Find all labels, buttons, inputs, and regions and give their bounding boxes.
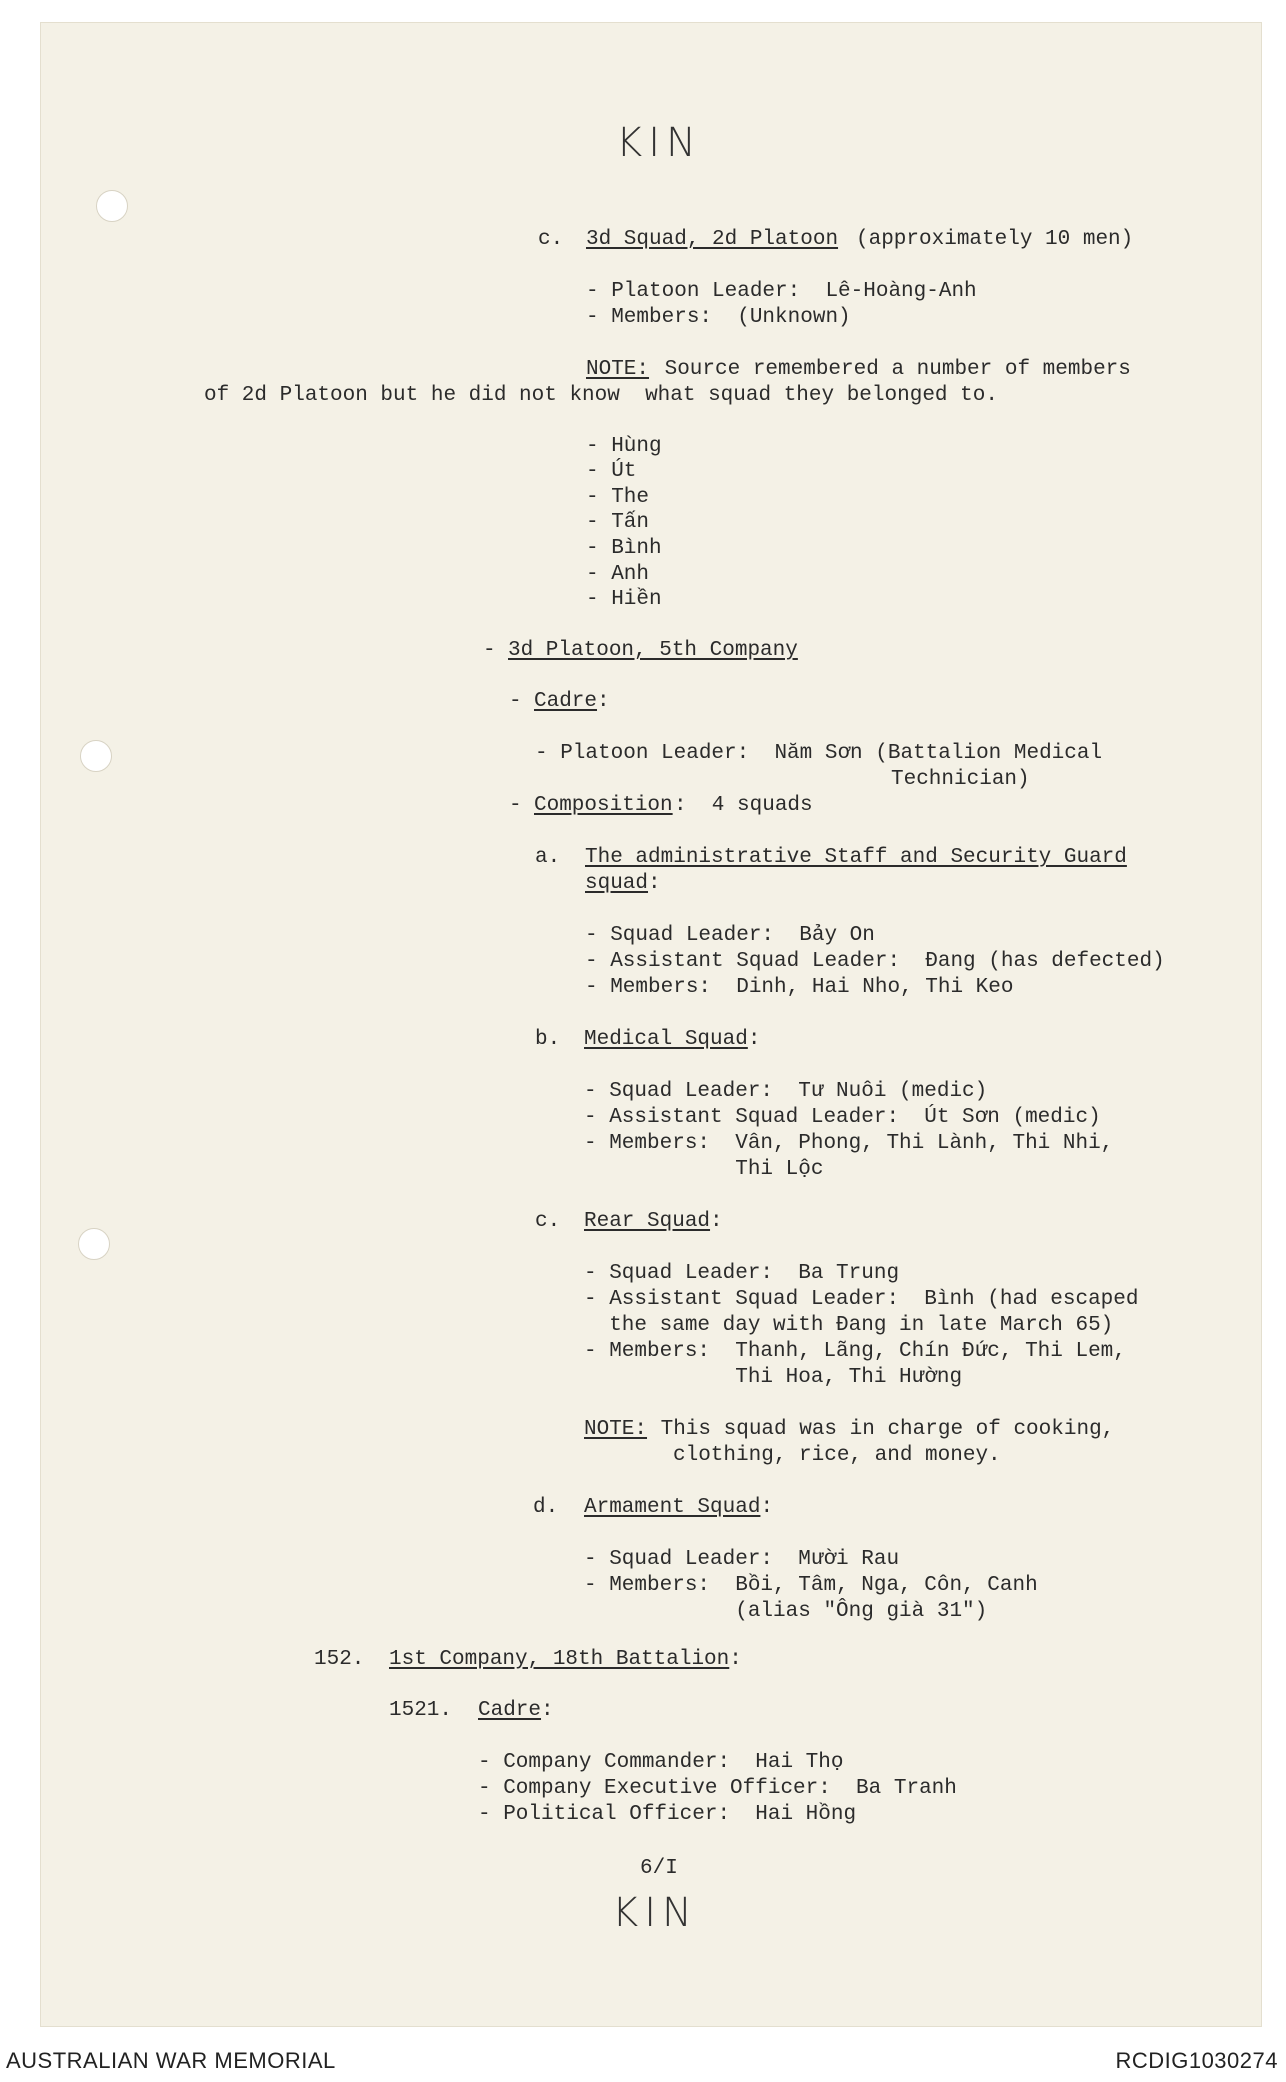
- section-label: c.: [538, 228, 564, 251]
- note-text: clothing, rice, and money.: [673, 1444, 1001, 1467]
- text-line: - Company Executive Officer: Ba Tranh: [478, 1777, 957, 1800]
- squad-label: d.: [533, 1496, 559, 1519]
- note-text: of 2d Platoon but he did not know what squad they belonged to.: [204, 384, 998, 407]
- bullet: -: [509, 794, 535, 817]
- colon: :: [597, 690, 610, 713]
- page-number: 6/I: [640, 1857, 678, 1880]
- text-line: - Squad Leader: Tư Nuôi (medic): [584, 1080, 988, 1103]
- company-title-line: 1st Company, 18th Battalion:: [389, 1648, 742, 1671]
- punch-hole: [78, 1228, 110, 1260]
- text-line: - Assistant Squad Leader: Đang (has defected): [585, 950, 1165, 973]
- list-item: - Tấn: [586, 511, 650, 534]
- text-line: - Political Officer: Hai Hồng: [478, 1803, 857, 1826]
- text-line: the same day with Đang in late March 65): [584, 1314, 1114, 1337]
- squad-title: The administrative Staff and Security Guard: [585, 846, 1127, 869]
- company-title: 1st Company, 18th Battalion: [389, 1648, 730, 1671]
- text-line: Thi Lộc: [584, 1158, 824, 1181]
- cadre-title: Cadre: [478, 1699, 542, 1722]
- header-stamp: KIN: [616, 120, 702, 166]
- list-item: - Hiền: [586, 588, 662, 611]
- text-line: Thi Hoa, Thi Hường: [584, 1366, 963, 1389]
- text-line: - Platoon Leader: Lê-Hoàng-Anh: [586, 280, 977, 303]
- punch-hole: [80, 740, 112, 772]
- cadre-heading: Cadre: [534, 690, 598, 713]
- platoon-title: 3d Platoon, 5th Company: [508, 639, 798, 662]
- text-line: - Members: Bồi, Tâm, Nga, Côn, Canh: [584, 1574, 1038, 1597]
- squad-title: squad: [585, 872, 649, 895]
- subsection-number: 1521.: [389, 1699, 453, 1722]
- text-line: - Squad Leader: Bảy On: [585, 924, 875, 947]
- cadre-title-line: Cadre:: [478, 1699, 554, 1722]
- squad-label: c.: [535, 1210, 561, 1233]
- note-text: This squad was in charge of cooking,: [648, 1418, 1115, 1441]
- note-text: Source remembered a number of members: [652, 358, 1131, 381]
- footer-left: AUSTRALIAN WAR MEMORIAL: [6, 2048, 336, 2073]
- text-line: - Squad Leader: Mười Rau: [584, 1548, 900, 1571]
- list-item: - Hùng: [586, 435, 662, 458]
- text-line: - Members: Thanh, Lãng, Chín Đức, Thi Lem,: [584, 1340, 1126, 1363]
- composition-text: : 4 squads: [674, 794, 813, 817]
- squad-title: Medical Squad: [584, 1028, 748, 1051]
- text-line: - Assistant Squad Leader: Bình (had escaped: [584, 1288, 1139, 1311]
- squad-title-cont: squad:: [585, 872, 661, 895]
- bullet: -: [509, 690, 535, 713]
- section-title-suffix: (approximately 10 men): [856, 228, 1134, 251]
- list-item: - The: [586, 486, 650, 509]
- text-line: - Squad Leader: Ba Trung: [584, 1262, 900, 1285]
- footer-right: RCDIG1030274: [1115, 2048, 1278, 2073]
- list-item: - Anh: [586, 563, 650, 586]
- text-line: - Assistant Squad Leader: Út Sơn (medic): [584, 1106, 1101, 1129]
- section-title: 3d Squad, 2d Platoon: [586, 228, 839, 251]
- text-line: Technician): [891, 768, 1030, 791]
- squad-title-line: Medical Squad:: [584, 1028, 761, 1051]
- list-item: - Bình: [586, 537, 662, 560]
- section-number: 152.: [314, 1648, 365, 1671]
- list-item: - Út: [586, 460, 637, 483]
- squad-title: Armament Squad: [584, 1496, 761, 1519]
- text-line: (alias "Ông già 31"): [584, 1600, 988, 1623]
- note-label: NOTE:: [584, 1418, 648, 1441]
- squad-label: b.: [535, 1028, 561, 1051]
- text-line: - Platoon Leader: Năm Sơn (Battalion Medical: [535, 742, 1103, 765]
- text-line: - Members: Dinh, Hai Nho, Thi Keo: [585, 976, 1014, 999]
- note-label: NOTE:: [586, 358, 650, 381]
- bullet: -: [483, 639, 509, 662]
- text-line: - Members: (Unknown): [586, 306, 851, 329]
- squad-label: a.: [535, 846, 561, 869]
- text-line: - Members: Vân, Phong, Thi Lành, Thi Nhi,: [584, 1132, 1114, 1155]
- punch-hole: [96, 190, 128, 222]
- squad-title-line: Rear Squad:: [584, 1210, 723, 1233]
- squad-title-line: Armament Squad:: [584, 1496, 774, 1519]
- text-line: - Company Commander: Hai Thọ: [478, 1751, 844, 1774]
- squad-title: Rear Squad: [584, 1210, 711, 1233]
- composition-heading: Composition: [534, 794, 673, 817]
- footer-stamp: KIN: [612, 1890, 698, 1936]
